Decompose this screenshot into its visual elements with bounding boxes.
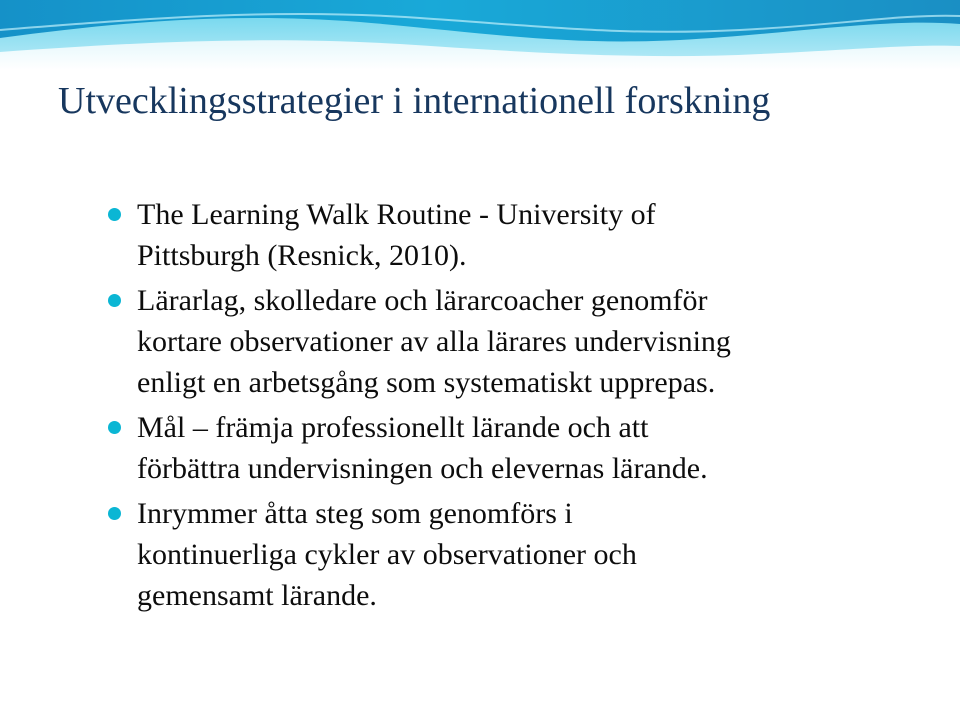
bullet-line: förbättra undervisningen och elevernas lärande. bbox=[137, 452, 708, 485]
bullet-dot-icon bbox=[108, 208, 121, 221]
bullet-dot-icon bbox=[108, 507, 121, 520]
bullet-line: enligt en arbetsgång som systematiskt upprepas. bbox=[137, 366, 716, 399]
bullet-dot-icon bbox=[108, 294, 121, 307]
bullet-list bbox=[108, 194, 908, 620]
bullet-text bbox=[137, 493, 908, 616]
bullet-text bbox=[137, 194, 908, 276]
bullet-item bbox=[108, 194, 908, 276]
bullet-dot-icon bbox=[108, 421, 121, 434]
header-banner bbox=[0, 0, 960, 70]
bullet-line: Inrymmer åtta steg som genomförs i bbox=[137, 497, 573, 530]
bullet-text bbox=[137, 407, 908, 489]
bullet-line: Mål – främja professionellt lärande och att bbox=[137, 411, 649, 444]
bullet-item bbox=[108, 493, 908, 616]
bullet-line: The Learning Walk Routine - University of bbox=[137, 198, 656, 231]
bullet-line: Pittsburgh (Resnick, 2010). bbox=[137, 239, 467, 272]
bullet-text bbox=[137, 280, 908, 403]
bullet-line: Lärarlag, skolledare och lärarcoacher genomför bbox=[137, 284, 708, 317]
bullet-line: gemensamt lärande. bbox=[137, 579, 377, 612]
wave-banner-graphic bbox=[0, 0, 960, 70]
bullet-line: kontinuerliga cykler av observationer och bbox=[137, 538, 637, 571]
bullet-item bbox=[108, 407, 908, 489]
bullet-item bbox=[108, 280, 908, 403]
bullet-line: kortare observationer av alla lärares undervisning bbox=[137, 325, 731, 358]
slide-title: Utvecklingsstrategier i internationell forskning bbox=[58, 80, 771, 122]
